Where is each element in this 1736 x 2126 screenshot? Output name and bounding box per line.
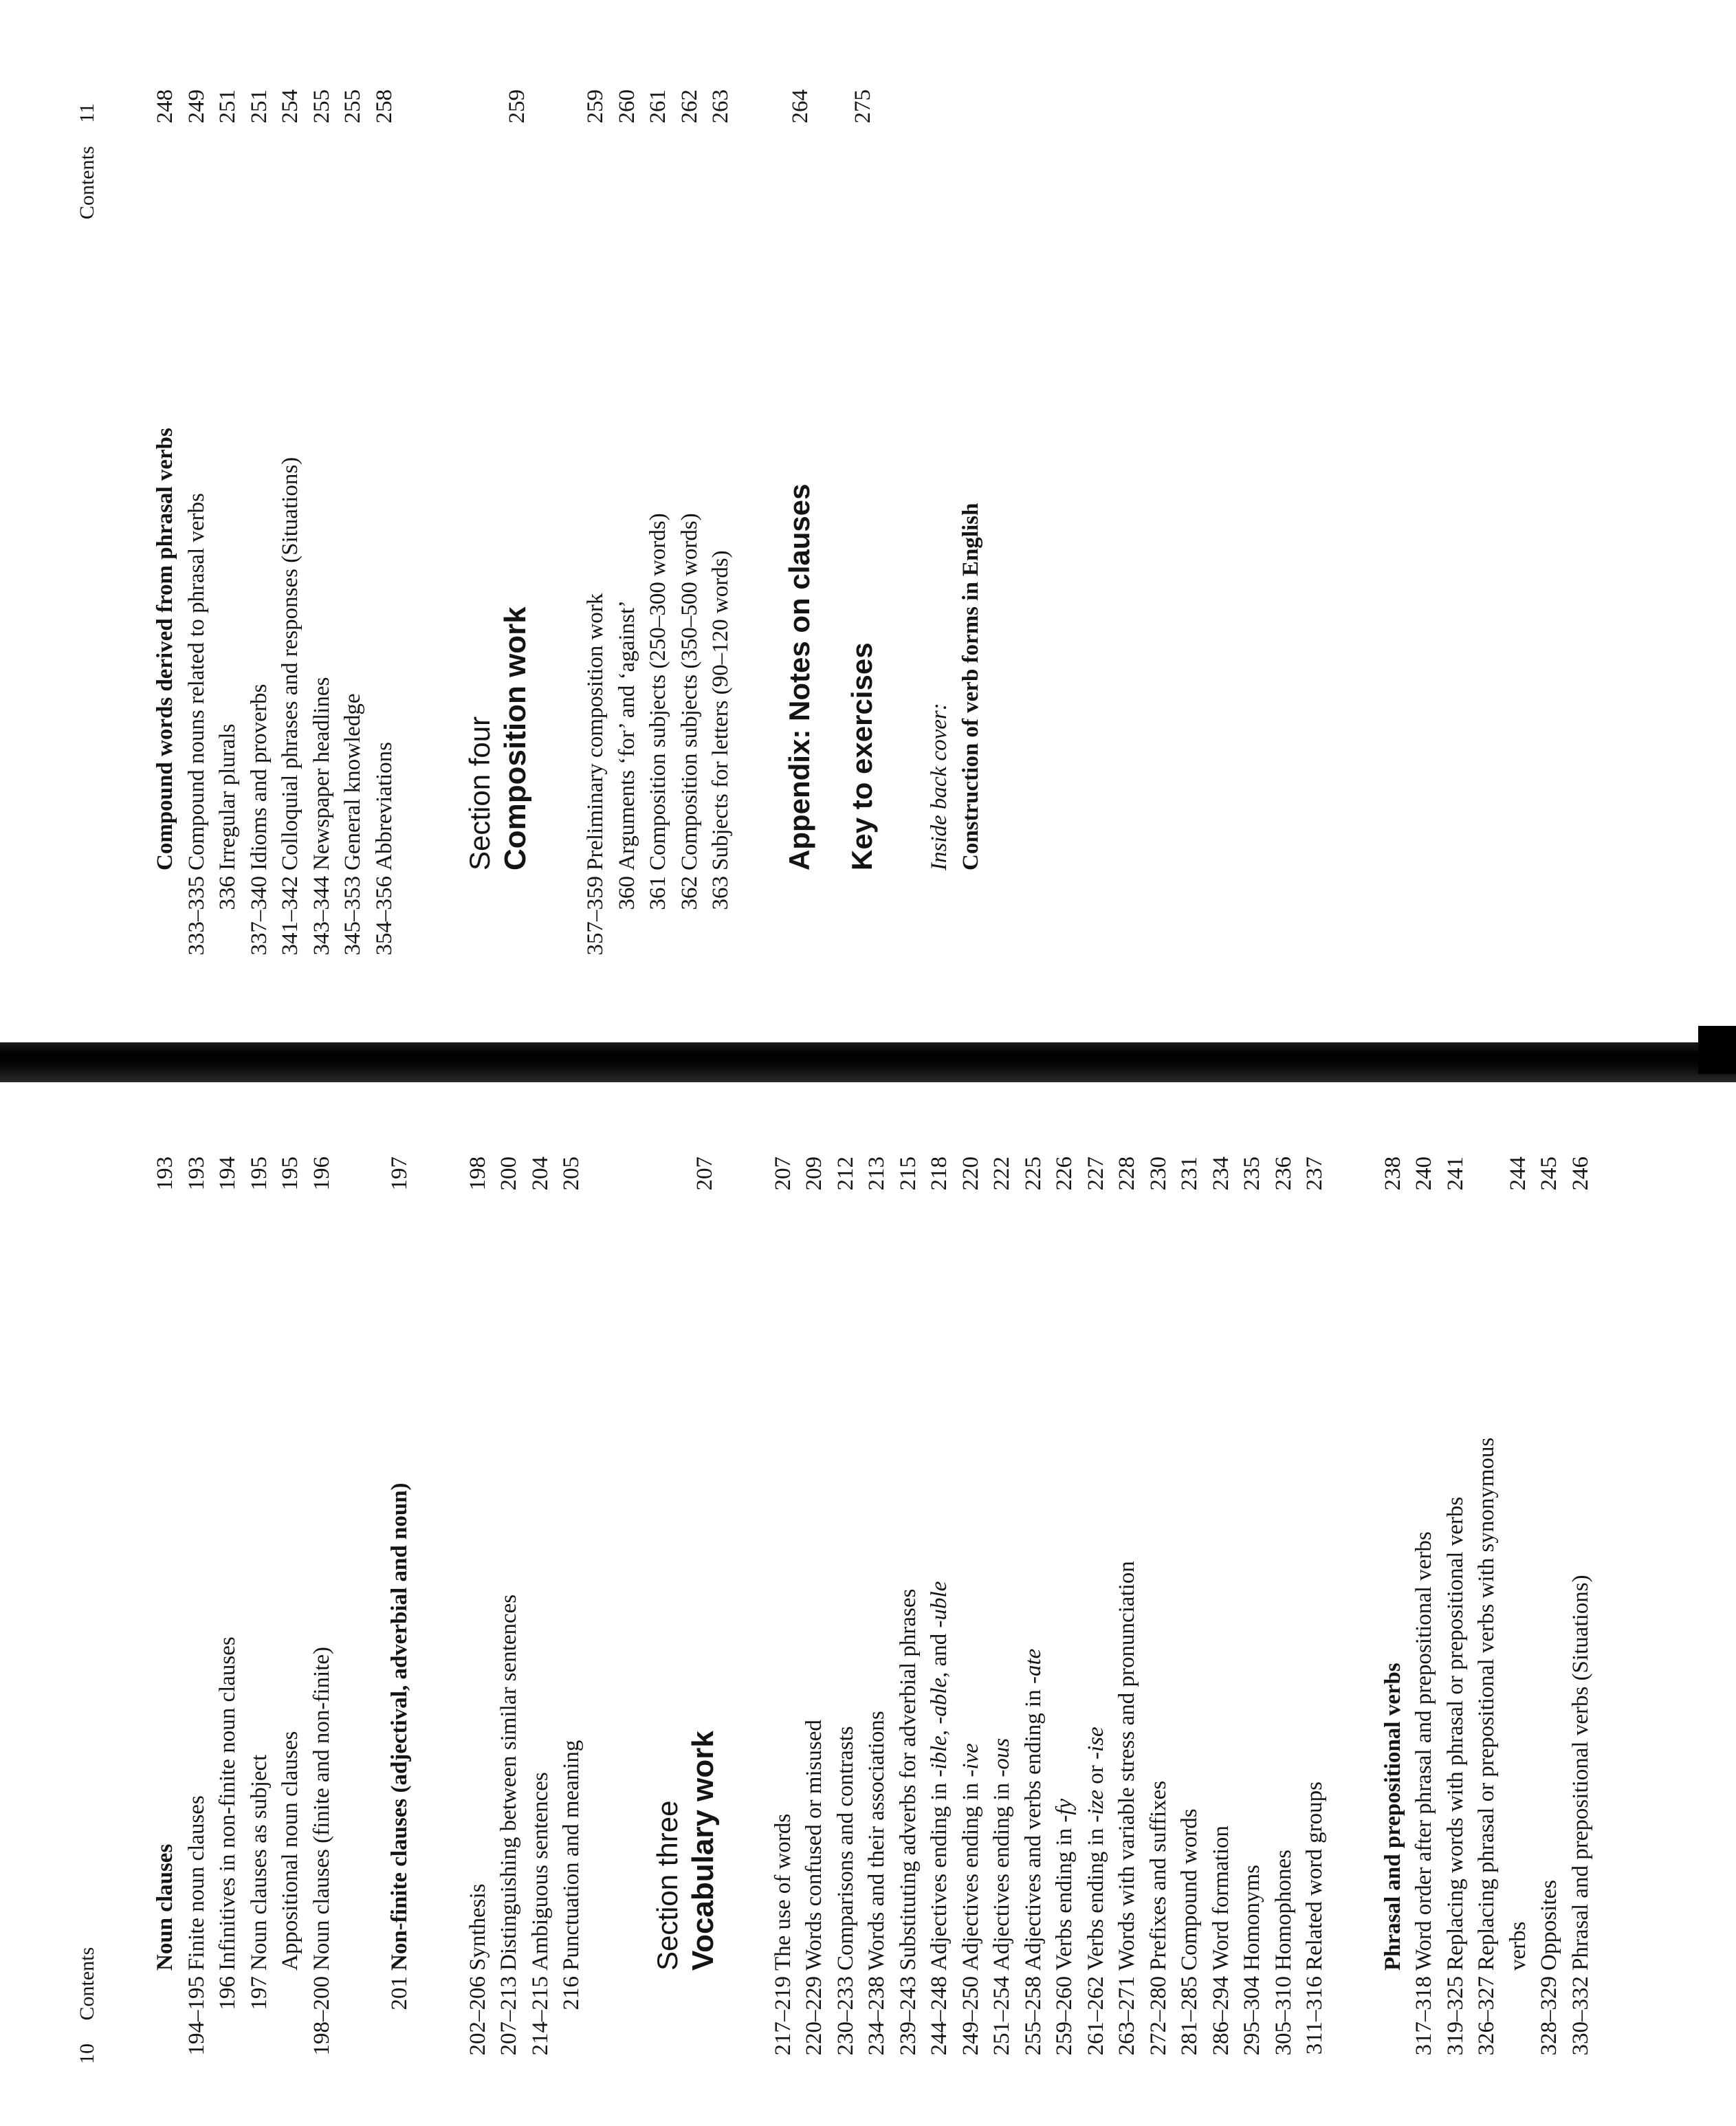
entry-page-number: 249 bbox=[184, 89, 209, 124]
contents-row bbox=[1174, 1067, 1206, 2126]
exercise-range: 311–316 bbox=[1302, 1976, 1327, 2055]
entry-title: Irregular plurals bbox=[215, 723, 240, 870]
contents-row bbox=[956, 0, 987, 1026]
entry-page-number: 227 bbox=[1083, 1157, 1108, 1191]
exercise-range: 343–344 bbox=[309, 876, 334, 956]
right-running-head-title: Contents bbox=[76, 146, 98, 220]
entry-title: Words with variable stress and pronunciation bbox=[1114, 1561, 1139, 1971]
contents-row bbox=[924, 0, 956, 1026]
major-heading-title: Key to exercises bbox=[845, 642, 878, 870]
contents-row bbox=[674, 0, 706, 1026]
entry-title: Adjectives ending in -ible, -able, and -uble bbox=[927, 1581, 952, 1971]
exercise-range: 251–254 bbox=[989, 1976, 1014, 2056]
entry-page-number: 195 bbox=[246, 1157, 272, 1191]
spacer bbox=[721, 1067, 768, 2126]
exercise-range: 244–248 bbox=[927, 1976, 952, 2056]
entry-page-number: 193 bbox=[153, 1157, 177, 1191]
entry-page-number: 213 bbox=[864, 1157, 889, 1191]
section-heading bbox=[650, 1067, 721, 2126]
entry-page-number: 255 bbox=[309, 89, 334, 124]
entry-page-number: 259 bbox=[583, 89, 608, 124]
spacer bbox=[877, 0, 924, 1026]
contents-row bbox=[1268, 1067, 1300, 2126]
entry-title: Related word groups bbox=[1302, 1782, 1327, 1971]
right-running-head bbox=[76, 103, 99, 219]
entry-title: The use of words bbox=[770, 1813, 795, 1971]
exercise-range: 234–238 bbox=[864, 1976, 889, 2056]
contents-row bbox=[831, 1067, 862, 2126]
exercise-range: 207–213 bbox=[496, 1976, 521, 2056]
entry-title: Verbs ending in -fy bbox=[1052, 1798, 1077, 1971]
entry-page-number: 234 bbox=[1208, 1157, 1233, 1191]
entry-page-number: 251 bbox=[215, 89, 240, 124]
contents-row bbox=[893, 1067, 925, 2126]
entry-title: Newspaper headlines bbox=[309, 677, 334, 870]
exercise-range: 201 bbox=[387, 1976, 412, 2010]
exercise-range: 216 bbox=[559, 1976, 584, 2010]
left-running-head bbox=[76, 1947, 99, 2064]
major-heading bbox=[784, 0, 815, 870]
contents-row bbox=[275, 0, 307, 1026]
major-heading bbox=[846, 0, 878, 870]
exercise-range: 357–359 bbox=[583, 876, 608, 956]
exercise-range: 214–215 bbox=[527, 1976, 553, 2056]
exercise-range: 319–325 bbox=[1442, 1976, 1468, 2056]
entry-page-number: 254 bbox=[278, 89, 303, 124]
entry-title: Substituting adverbs for adverbial phrases bbox=[895, 1588, 921, 1971]
exercise-range: 341–342 bbox=[278, 876, 303, 956]
section-name: Vocabulary work bbox=[685, 1731, 720, 1971]
entry-page-number: 209 bbox=[802, 1157, 826, 1191]
entry-title: Arguments ‘for’ and ‘against’ bbox=[614, 600, 639, 870]
entry-title: Preliminary composition work bbox=[583, 593, 608, 870]
entry-page-number: 220 bbox=[958, 1157, 983, 1191]
contents-row bbox=[1409, 1067, 1440, 2126]
gutter-shadow bbox=[1698, 1026, 1736, 1074]
entry-page-number: 240 bbox=[1411, 1157, 1436, 1191]
entry-page-number: 204 bbox=[527, 1157, 553, 1191]
contents-row bbox=[244, 1067, 276, 2126]
entry-page-number: 262 bbox=[677, 89, 702, 124]
entry-page-number: 207 bbox=[770, 1157, 795, 1191]
contents-row bbox=[1237, 1067, 1268, 2126]
entry-title: Synthesis bbox=[465, 1883, 490, 1971]
entry-page-number: 198 bbox=[465, 1157, 490, 1191]
contents-row bbox=[1206, 1067, 1238, 2126]
contents-row bbox=[307, 1067, 338, 2126]
entry-title: Compound words bbox=[1177, 1808, 1202, 1971]
entry-page-number: 196 bbox=[309, 1157, 334, 1191]
contents-row bbox=[494, 1067, 525, 2126]
entry-title: Construction of verb forms in English bbox=[958, 503, 983, 870]
entry-page-number: 212 bbox=[833, 1157, 858, 1191]
entry-page-number: 248 bbox=[153, 89, 177, 124]
entry-page-number: 222 bbox=[989, 1157, 1014, 1191]
contents-row bbox=[212, 0, 244, 1026]
entry-title: Punctuation and meaning bbox=[559, 1740, 584, 1971]
contents-row bbox=[643, 0, 674, 1026]
entry-title: Replacing phrasal or prepositional verbs with synonymous bbox=[1474, 1437, 1499, 1971]
exercise-range: 263–271 bbox=[1114, 1976, 1139, 2056]
entry-title: Opposites bbox=[1537, 1880, 1561, 1971]
exercise-range: 337–340 bbox=[246, 876, 272, 956]
entry-page-number: 197 bbox=[387, 1157, 412, 1191]
entry-page-number: 235 bbox=[1240, 1157, 1264, 1191]
spacer bbox=[534, 0, 580, 1026]
entry-page-number: 195 bbox=[278, 1157, 303, 1191]
exercise-range: 198–200 bbox=[309, 1976, 334, 2056]
entry-title: Words confused or misused bbox=[802, 1720, 826, 1971]
contents-row bbox=[705, 0, 737, 1026]
contents-row bbox=[1503, 1067, 1535, 2126]
exercise-range: 336 bbox=[215, 876, 240, 910]
exercise-range: 230–233 bbox=[833, 1976, 858, 2056]
exercise-range: 361 bbox=[646, 876, 670, 910]
entry-title: Verbs ending in -ize or -ise bbox=[1083, 1727, 1108, 1971]
exercise-range: 328–329 bbox=[1537, 1976, 1561, 2056]
entry-page-number: 261 bbox=[646, 89, 670, 124]
contents-row bbox=[150, 1067, 182, 2126]
entry-page-number: 263 bbox=[708, 89, 733, 124]
contents-row bbox=[612, 0, 644, 1026]
contents-row bbox=[1049, 1067, 1081, 2126]
major-heading-page-number: 275 bbox=[850, 89, 875, 124]
contents-row bbox=[580, 0, 612, 1026]
book-gutter bbox=[0, 1042, 1736, 1082]
contents-row bbox=[1112, 1067, 1143, 2126]
contents-row bbox=[182, 1067, 213, 2126]
exercise-range: 239–243 bbox=[895, 1976, 921, 2056]
entry-title: Compound nouns related to phrasal verbs bbox=[184, 493, 209, 870]
entry-title: Word order after phrasal and prepositional verbs bbox=[1411, 1531, 1436, 1971]
exercise-range: 249–250 bbox=[958, 1976, 983, 2056]
entry-page-number: 200 bbox=[496, 1157, 521, 1191]
contents-row bbox=[956, 1067, 987, 2126]
entry-title: Noun clauses (finite and non-finite) bbox=[309, 1646, 334, 1971]
contents-row bbox=[1143, 1067, 1175, 2126]
contents-row bbox=[150, 0, 182, 1026]
right-page-number: 11 bbox=[76, 103, 98, 123]
entry-page-number: 230 bbox=[1145, 1157, 1171, 1191]
spacer bbox=[338, 1067, 384, 2126]
entry-title: Distinguishing between similar sentences bbox=[496, 1594, 521, 1971]
entry-title: Adjectives ending in -ive bbox=[958, 1743, 983, 1971]
exercise-range: 360 bbox=[614, 876, 639, 910]
spacer bbox=[737, 0, 784, 1026]
right-page bbox=[0, 0, 1736, 1026]
entry-page-number: 244 bbox=[1505, 1157, 1530, 1191]
contents-row bbox=[1565, 1067, 1597, 2126]
spacer bbox=[815, 0, 846, 1026]
contents-row bbox=[182, 0, 213, 1026]
exercise-range: 217–219 bbox=[770, 1976, 795, 2056]
section-name: Composition work bbox=[498, 606, 532, 870]
section-label: Section three bbox=[650, 1800, 683, 1971]
entry-title: Abbreviations bbox=[371, 742, 397, 870]
entry-page-number: 260 bbox=[614, 89, 639, 124]
contents-row bbox=[924, 1067, 956, 2126]
exercise-range: 330–332 bbox=[1568, 1976, 1593, 2056]
left-running-head-title: Contents bbox=[76, 1947, 98, 2021]
exercise-range: 317–318 bbox=[1411, 1976, 1436, 2056]
contents-row bbox=[1471, 1067, 1503, 2126]
contents-row bbox=[369, 0, 401, 1026]
entry-page-number: 194 bbox=[215, 1157, 240, 1191]
exercise-range: 272–280 bbox=[1145, 1976, 1171, 2056]
left-contents-list bbox=[150, 1067, 1596, 2126]
contents-row bbox=[987, 1067, 1018, 2126]
exercise-range: 197 bbox=[246, 1976, 272, 2010]
exercise-range: 286–294 bbox=[1208, 1976, 1233, 2056]
right-contents-list bbox=[150, 0, 987, 1026]
entry-title: Finite noun clauses bbox=[184, 1795, 209, 1971]
exercise-range: 196 bbox=[215, 1976, 240, 2010]
section-heading bbox=[462, 0, 534, 1026]
contents-row bbox=[768, 1067, 800, 2126]
exercise-range: 281–285 bbox=[1177, 1976, 1202, 2056]
entry-title: Non-finite clauses (adjectival, adverbial and noun) bbox=[387, 1482, 412, 1971]
entry-title: Replacing words with phrasal or prepositional verbs bbox=[1442, 1496, 1468, 1971]
entry-page-number: 258 bbox=[371, 89, 397, 124]
spacer bbox=[416, 1067, 463, 2126]
contents-row bbox=[525, 1067, 557, 2126]
entry-title: Appositional noun clauses bbox=[278, 1731, 303, 1971]
entry-title: Composition subjects (350–500 words) bbox=[677, 513, 702, 870]
entry-title: General knowledge bbox=[340, 693, 365, 870]
entry-title: Phrasal and prepositional verbs (Situations) bbox=[1568, 1575, 1593, 1971]
entry-title: Noun clauses as subject bbox=[246, 1754, 272, 1971]
entry-title: Ambiguous sentences bbox=[527, 1772, 553, 1971]
entry-page-number: 251 bbox=[246, 89, 272, 124]
exercise-range: 326–327 bbox=[1474, 1976, 1499, 2056]
entry-page-number: 237 bbox=[1302, 1157, 1327, 1191]
contents-row bbox=[1018, 1067, 1050, 2126]
entry-title: Word formation bbox=[1208, 1826, 1233, 1971]
exercise-range: 305–310 bbox=[1271, 1976, 1296, 2056]
entry-title: verbs bbox=[1505, 1921, 1530, 1971]
exercise-range: 333–335 bbox=[184, 876, 209, 956]
contents-row bbox=[556, 1067, 588, 2126]
entry-page-number: 246 bbox=[1568, 1157, 1593, 1191]
entry-page-number: 226 bbox=[1052, 1157, 1077, 1191]
exercise-range: 295–304 bbox=[1240, 1976, 1264, 2056]
entry-title: Homophones bbox=[1271, 1850, 1296, 1971]
entry-page-number: 241 bbox=[1442, 1157, 1468, 1191]
entry-title: Noun clauses bbox=[153, 1843, 177, 1971]
contents-row bbox=[799, 1067, 831, 2126]
exercise-range: 220–229 bbox=[802, 1976, 826, 2056]
entry-title: Prefixes and suffixes bbox=[1145, 1780, 1171, 1971]
entry-page-number: 228 bbox=[1114, 1157, 1139, 1191]
exercise-range: 363 bbox=[708, 876, 733, 910]
contents-row bbox=[212, 1067, 244, 2126]
left-page bbox=[0, 1067, 1736, 2126]
entry-title: Colloquial phrases and responses (Situations) bbox=[278, 457, 303, 870]
entry-page-number: 255 bbox=[340, 89, 365, 124]
entry-page-number: 193 bbox=[184, 1157, 209, 1191]
exercise-range: 345–353 bbox=[340, 876, 365, 956]
section-label: Section four bbox=[463, 716, 496, 870]
spacer bbox=[1331, 1067, 1378, 2126]
entry-page-number: 218 bbox=[927, 1157, 952, 1191]
entry-page-number: 225 bbox=[1020, 1157, 1046, 1191]
left-page-number: 10 bbox=[76, 2043, 98, 2064]
contents-row bbox=[307, 0, 338, 1026]
exercise-range: 354–356 bbox=[371, 876, 397, 956]
spacer bbox=[588, 1067, 650, 2126]
entry-page-number: 205 bbox=[559, 1157, 584, 1191]
entry-page-number: 238 bbox=[1380, 1157, 1405, 1191]
entry-title: Adjectives and verbs ending in -ate bbox=[1020, 1648, 1046, 1971]
entry-title: Compound words derived from phrasal verbs bbox=[153, 428, 177, 870]
entry-title: Words and their associations bbox=[864, 1711, 889, 1971]
contents-row bbox=[1378, 1067, 1409, 2126]
entry-title: Idioms and proverbs bbox=[246, 683, 272, 870]
contents-row bbox=[244, 0, 276, 1026]
contents-row bbox=[384, 1067, 416, 2126]
contents-row bbox=[338, 0, 369, 1026]
contents-row bbox=[1299, 1067, 1331, 2126]
major-heading-page-number: 264 bbox=[787, 89, 813, 124]
contents-row bbox=[1534, 1067, 1565, 2126]
entry-title: Adjectives ending in -ous bbox=[989, 1738, 1014, 1971]
entry-page-number: 231 bbox=[1177, 1157, 1202, 1191]
section-page-number: 259 bbox=[505, 89, 529, 124]
entry-title: Homonyms bbox=[1240, 1864, 1264, 1971]
contents-row bbox=[861, 1067, 893, 2126]
spacer bbox=[400, 0, 462, 1026]
entry-title: Comparisons and contrasts bbox=[833, 1726, 858, 1971]
entry-page-number: 215 bbox=[895, 1157, 921, 1191]
contents-row bbox=[275, 1067, 307, 2126]
contents-row bbox=[1440, 1067, 1472, 2126]
entry-page-number: 236 bbox=[1271, 1157, 1296, 1191]
exercise-range: 255–258 bbox=[1020, 1976, 1046, 2056]
entry-title: Subjects for letters (90–120 words) bbox=[708, 550, 733, 870]
contents-row bbox=[1081, 1067, 1112, 2126]
entry-title: Infinitives in non-finite noun clauses bbox=[215, 1636, 240, 1971]
exercise-range: 261–262 bbox=[1083, 1976, 1108, 2056]
exercise-range: 259–260 bbox=[1052, 1976, 1077, 2056]
entry-title: Composition subjects (250–300 words) bbox=[646, 513, 670, 870]
inside-back-cover-label: Inside back cover: bbox=[927, 703, 952, 870]
exercise-range: 362 bbox=[677, 876, 702, 910]
major-heading-title: Appendix: Notes on clauses bbox=[782, 483, 815, 870]
section-page-number: 207 bbox=[692, 1157, 717, 1191]
exercise-range: 194–195 bbox=[184, 1976, 209, 2056]
entry-title: Phrasal and prepositional verbs bbox=[1380, 1663, 1405, 1971]
contents-row bbox=[463, 1067, 494, 2126]
exercise-range: 202–206 bbox=[465, 1976, 490, 2056]
entry-page-number: 245 bbox=[1537, 1157, 1561, 1191]
